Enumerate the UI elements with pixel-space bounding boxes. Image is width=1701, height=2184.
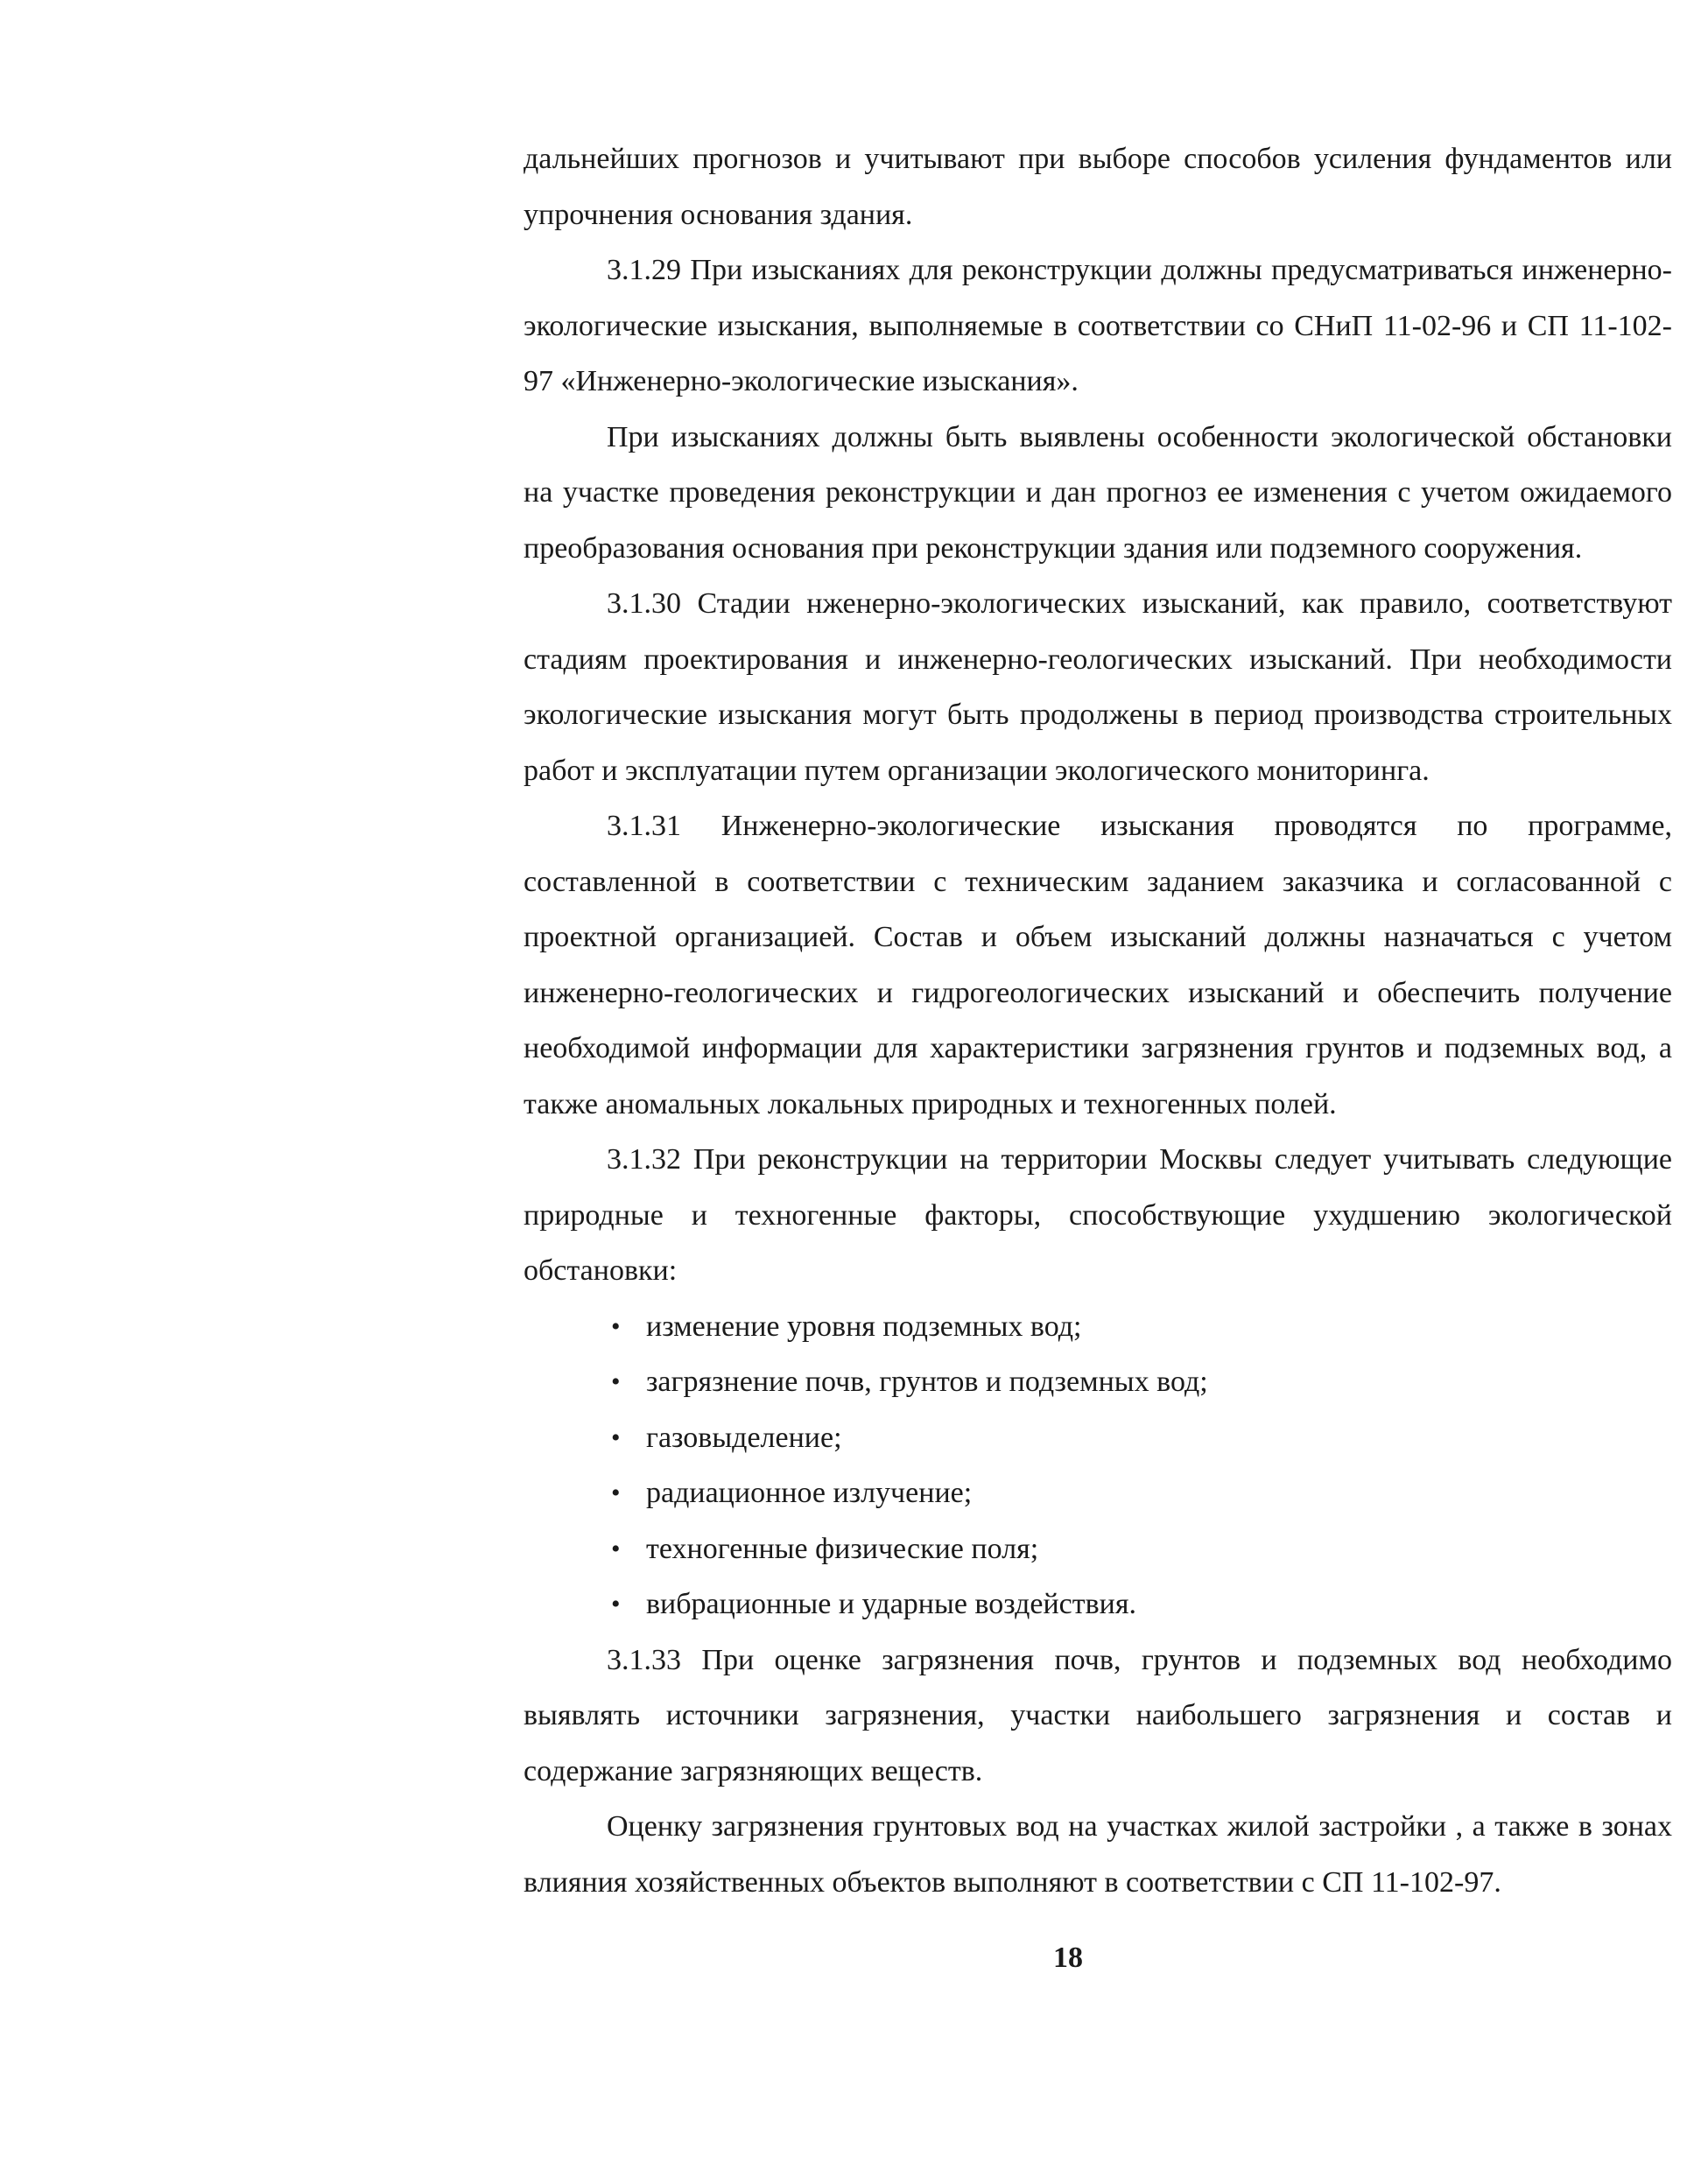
list-item-text: загрязнение почв, грунтов и подземных вод; bbox=[646, 1366, 1208, 1398]
list-item-text: радиационное излучение; bbox=[646, 1477, 973, 1509]
paragraph-3-1-32: 3.1.32 При реконструкции на территории Москвы следует учитывать следующие природные и техногенные факторы, способствующие ухудшению экологической обстановки: bbox=[524, 1143, 1672, 1287]
list-item bbox=[611, 1521, 1672, 1577]
paragraph-ecology-features: При изысканиях должны быть выявлены особенности экологической обстановки на участке проведения реконструкции и дан прогноз ее изменения с учетом ожидаемого преобразования основания при реконструкции здания или подземного сооружения. bbox=[524, 420, 1672, 565]
bullet-icon: • bbox=[611, 1478, 621, 1507]
bullet-icon: • bbox=[611, 1367, 621, 1396]
paragraph-3-1-31: 3.1.31 Инженерно-экологические изыскания проводятся по программе, составленной в соответствии с техническим заданием заказчика и согласованной с проектной организацией. Состав и объем изысканий должны назначаться с учетом инженерно-геологических и гидрогеологических изысканий и обеспечить получение необходимой информации для характеристики загрязнения грунтов и подземных вод, а также аномальных локальных природных и техногенных полей. bbox=[524, 810, 1672, 1120]
list-item bbox=[611, 1354, 1672, 1410]
list-item-text: вибрационные и ударные воздействия. bbox=[646, 1588, 1136, 1620]
bullet-icon: • bbox=[611, 1590, 621, 1619]
paragraph-groundwater-assessment: Оценку загрязнения грунтовых вод на участках жилой застройки , а также в зонах влияния хозяйственных объектов выполняют в соответствии с СП 11-102-97. bbox=[524, 1810, 1672, 1899]
list-item bbox=[611, 1577, 1672, 1633]
page-number: 18 bbox=[1053, 1942, 1083, 1974]
bullet-icon: • bbox=[611, 1311, 621, 1341]
bullet-icon: • bbox=[611, 1534, 621, 1563]
paragraph-3-1-29: 3.1.29 При изысканиях для реконструкции должны предусматриваться инженерно- экологические изыскания, выполняемые в соответствии со СНиП 11-02-96 и СП 11-102-97 «Инженерно-экологические изыскания». bbox=[524, 254, 1672, 397]
paragraph-3-1-33: 3.1.33 При оценке загрязнения почв, грунтов и подземных вод необходимо выявлять источники загрязнения, участки наибольшего загрязнения и состав и содержание загрязняющих веществ. bbox=[524, 1643, 1672, 1787]
list-item bbox=[611, 1465, 1672, 1521]
paragraph-3-1-30: 3.1.30 Стадии нженерно-экологических изысканий, как правило, соответствуют стадиям проектирования и инженерно-геологических изысканий. При необходимости экологические изыскания могут быть продолжены в период производства строительных работ и эксплуатации путем организации экологического мониторинга. bbox=[524, 587, 1672, 787]
factors-list bbox=[524, 1299, 1672, 1633]
bullet-icon: • bbox=[611, 1422, 621, 1452]
list-item bbox=[611, 1299, 1672, 1355]
list-item bbox=[611, 1410, 1672, 1466]
list-item-text: техногенные физические поля; bbox=[646, 1532, 1039, 1565]
list-item-text: изменение уровня подземных вод; bbox=[646, 1310, 1082, 1343]
body-text bbox=[524, 131, 1672, 1910]
paragraph-continuation: дальнейших прогнозов и учитывают при выборе способов усиления фундаментов или упрочнения основания здания. bbox=[524, 143, 1672, 231]
list-item-text: газовыделение; bbox=[646, 1421, 842, 1454]
